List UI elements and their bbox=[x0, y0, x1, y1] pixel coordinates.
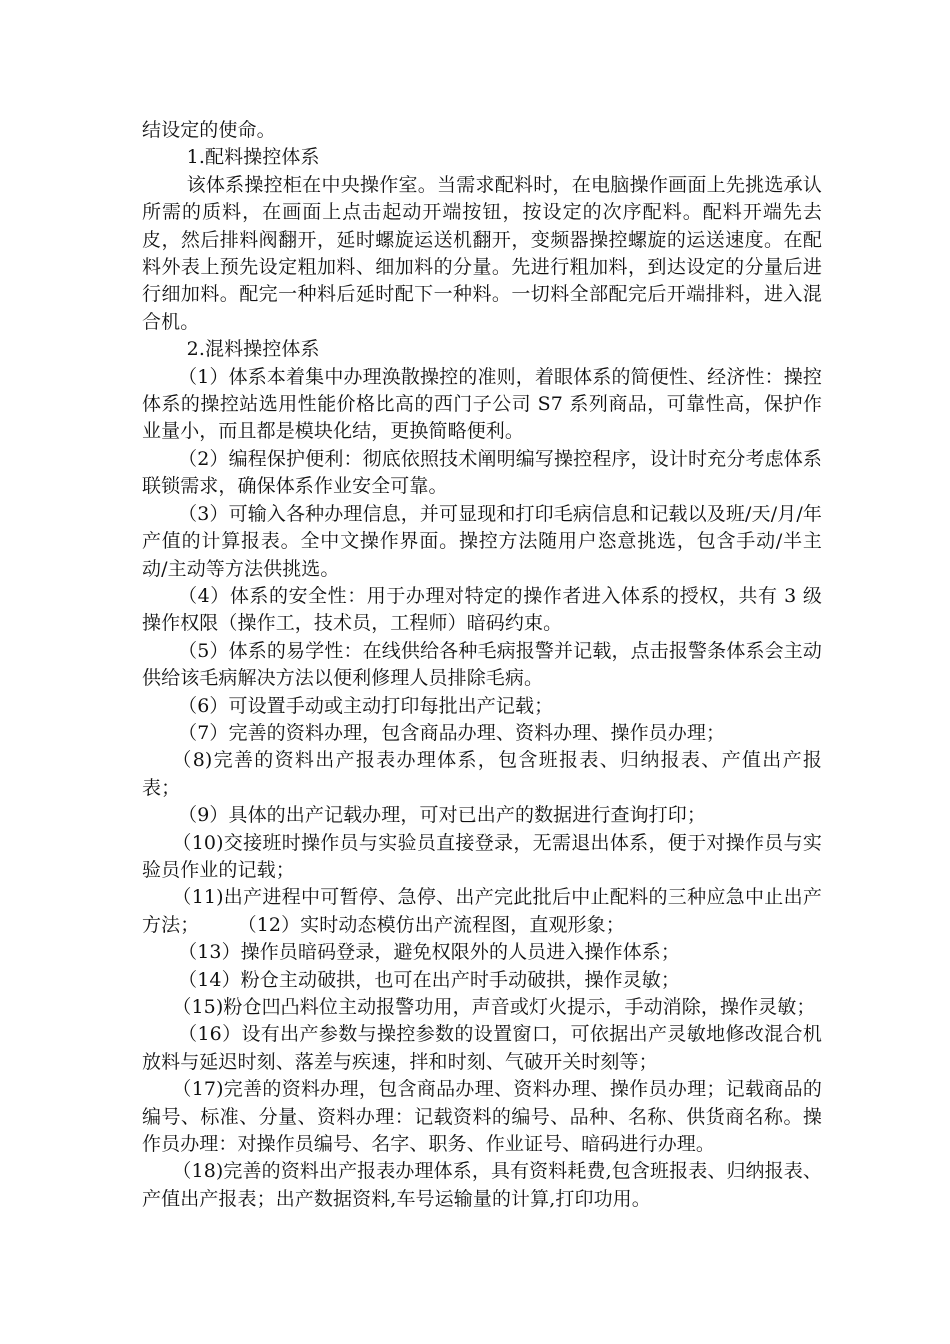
list-item: （7）完善的资料办理，包含商品办理、资料办理、操作员办理； bbox=[178, 721, 726, 744]
list-item: （14）粉仓主动破拱，也可在出产时手动破拱，操作灵敏； bbox=[178, 968, 680, 991]
paragraph: 结设定的使命。 bbox=[142, 119, 276, 141]
list-item: （13）操作员暗码登录，避免权限外的人员进入操作体系； bbox=[178, 941, 680, 964]
list-item: （10)交接班时操作员与实验员直接登录，无需退出体系，便于对操作员与实验员作业的记载； bbox=[142, 831, 822, 881]
list-item: （15)粉仓凹凸料位主动报警功用，声音或灯火提示，手动消除，操作灵敏； bbox=[172, 996, 816, 1018]
section-heading-batching: 1.配料操控体系 bbox=[186, 146, 320, 169]
list-item: （2）编程保护便利：彻底依照技术阐明编写操控程序，设计时充分考虑体系联锁需求，确保体系作业安全可靠。 bbox=[142, 447, 822, 498]
list-item: （16）设有出产参数与操控参数的设置窗口，可依据出产灵敏地修改混合机放料与延迟时刻、落差与疾速，拌和时刻、气破开关时刻等； bbox=[142, 1023, 822, 1073]
list-item: （5）体系的易学性：在线供给各种毛病报警并记载，点击报警条体系会主动供给该毛病解决方法以便利修理人员排除毛病。 bbox=[142, 639, 822, 690]
document-body bbox=[142, 117, 822, 1213]
list-item: （4）体系的安全性：用于办理对特定的操作者进入体系的授权，共有 3 级操作权限（操作工，技术员，工程师）暗码约束。 bbox=[142, 584, 822, 635]
section-heading-mixing: 2.混料操控体系 bbox=[186, 338, 320, 361]
paragraph: 该体系操控柜在中央操作室。当需求配料时，在电脑操作画面上先挑选承认所需的质料，在画面上点击起动开端按钮，按设定的次序配料。配料开端先去皮，然后排料阀翻开，延时螺旋运送机翻开，变频器操控螺旋的运送速度。在配料外表上预先设定粗加料、细加料的分量。先进行粗加料，到达设定的分量后进行细加料。配完一种料后延时配下一种料。一切料全部配完后开端排料，进入混合机。 bbox=[142, 173, 822, 333]
list-item: （3）可输入各种办理信息，并可显现和打印毛病信息和记载以及班/天/月/年产值的计算报表。全中文操作界面。操控方法随用户恣意挑选，包含手动/半主动/主动等方法供挑选。 bbox=[142, 502, 822, 580]
list-item: （1）体系本着集中办理涣散操控的准则，着眼体系的简便性、经济性：操控体系的操控站选用性能价格比高的西门子公司 S7 系列商品，可靠性高，保护作业量小，而且都是模块化结，更换简略便利。 bbox=[142, 365, 822, 443]
list-item: （17)完善的资料办理，包含商品办理、资料办理、操作员办理；记载商品的编号、标准、分量、资料办理：记载资料的编号、品种、名称、供货商名称。操作员办理：对操作员编号、名字、职务、作业证号、暗码进行办理。 bbox=[142, 1078, 822, 1156]
list-item: （11)出产进程中可暂停、急停、出产完此批后中止配料的三种应急中止出产方法； （12）实时动态模仿出产流程图，直观形象； bbox=[142, 886, 822, 936]
list-item: （18)完善的资料出产报表办理体系，具有资料耗费,包含班报表、归纳报表、产值出产报表；出产数据资料,车号运输量的计算,打印功用。 bbox=[142, 1160, 822, 1210]
list-item: （8)完善的资料出产报表办理体系，包含班报表、归纳报表、产值出产报表； bbox=[142, 749, 822, 799]
list-item: （9）具体的出产记载办理，可对已出产的数据进行查询打印； bbox=[178, 804, 706, 827]
list-item: （6）可设置手动或主动打印每批出产记载； bbox=[178, 694, 554, 717]
